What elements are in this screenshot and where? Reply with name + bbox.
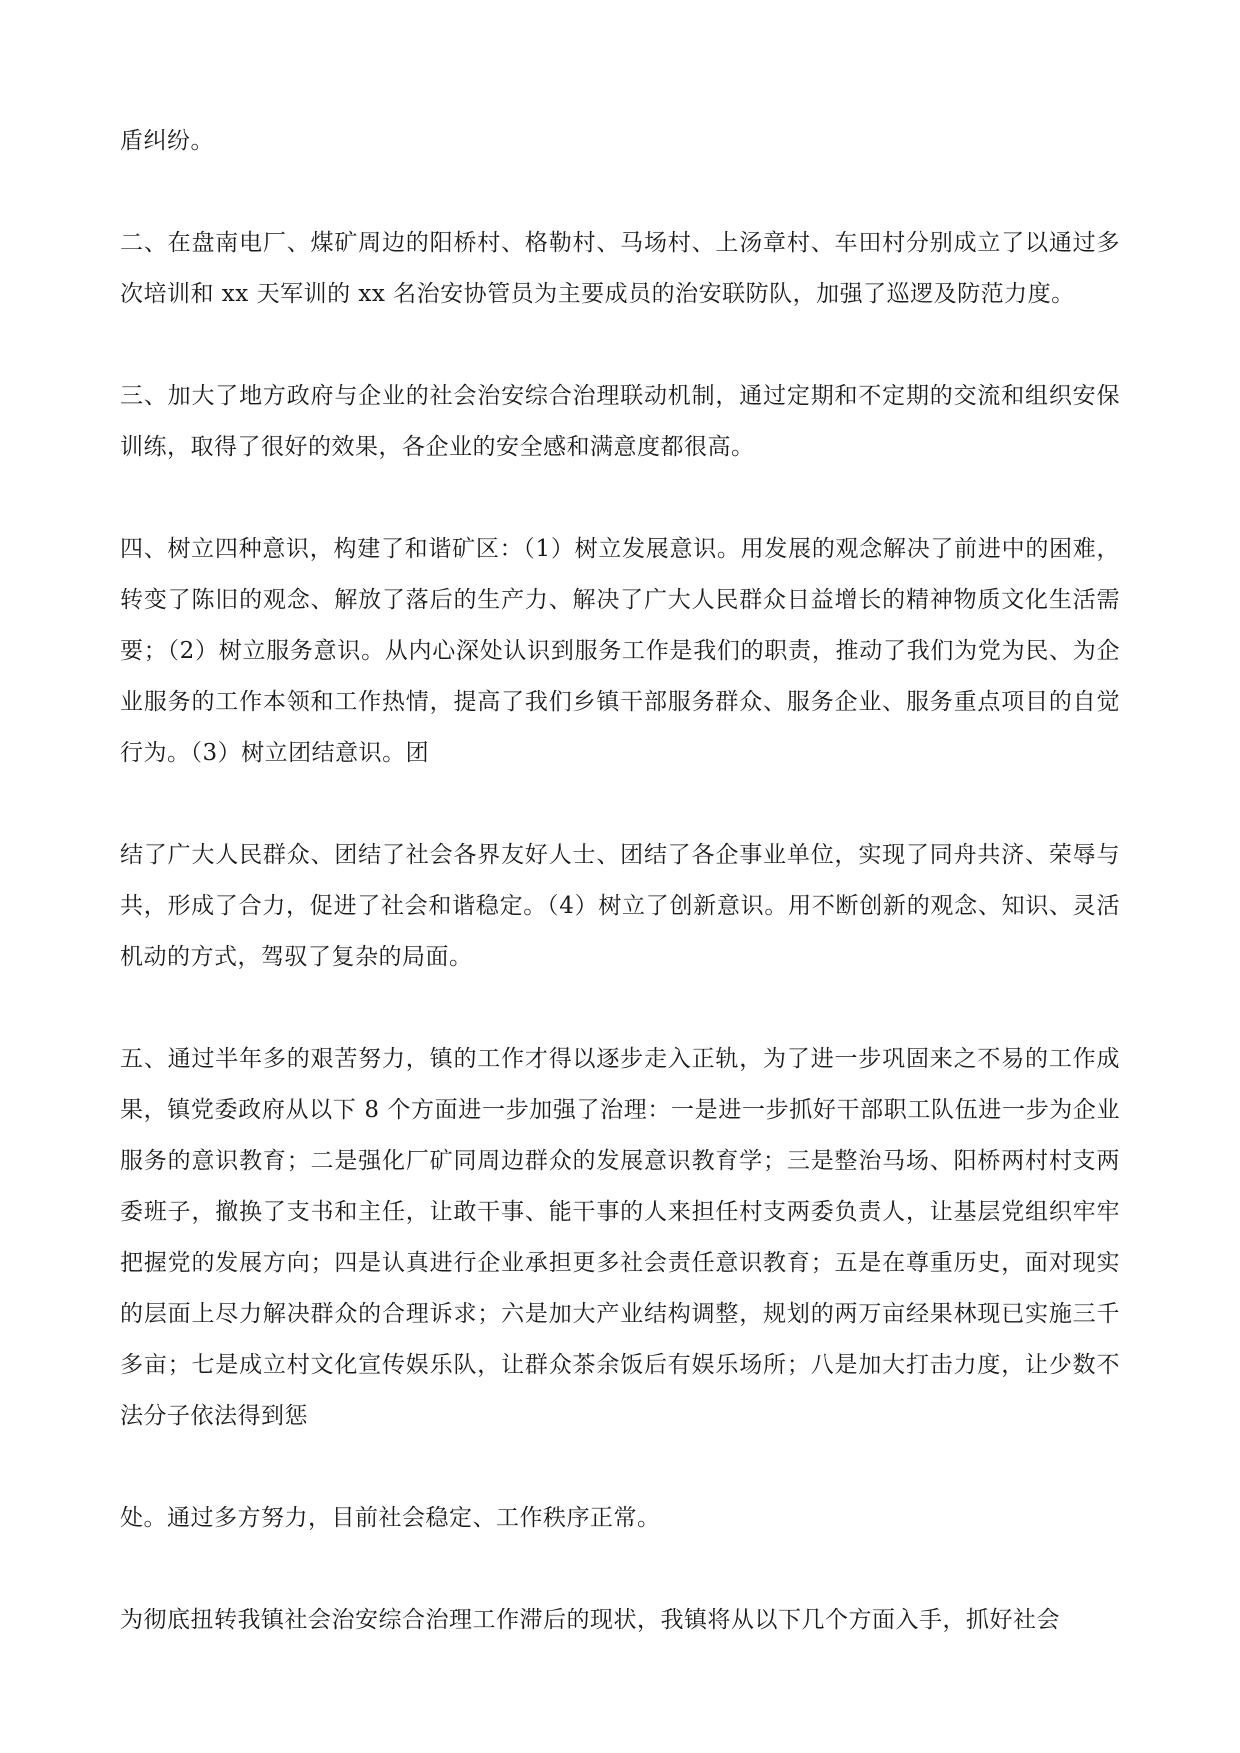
- paragraph: 为彻底扭转我镇社会治安综合治理工作滞后的现状，我镇将从以下几个方面入手，抓好社会: [120, 1607, 1060, 1633]
- paragraph: 五、通过半年多的艰苦努力，镇的工作才得以逐步走入正轨，为了进一步巩固来之不易的工作成果，镇党委政府从以下 8 个方面进一步加强了治理：一是进一步抓好干部职工队伍进一步为企业服务的意识教育；二是强化厂矿同周边群众的发展意识教育学；三是整治马场、阳桥两村村支两委班子，撤换了支书和主任，让敢干事、能干事的人来担任村支两委负责人，让基层党组织牢牢把握党的发展方向；四是认真进行企业承担更多社会责任意识教育；五是在尊重历史，面对现实的层面上尽力解决群众的合理诉求；六是加大产业结构调整，规划的两万亩经果林现已实施三千多亩；七是成立村文化宣传娱乐队，让群众茶余饭后有娱乐场所；八是加大打击力度，让少数不法分子依法得到惩: [120, 1046, 1120, 1429]
- document-body: [120, 116, 1120, 1646]
- paragraph: 盾纠纷。: [120, 128, 214, 154]
- paragraph: 三、加大了地方政府与企业的社会治安综合治理联动机制，通过定期和不定期的交流和组织安保训练，取得了很好的效果，各企业的安全感和满意度都很高。: [120, 383, 1120, 460]
- paragraph: 四、树立四种意识，构建了和谐矿区：（1）树立发展意识。用发展的观念解决了前进中的困难，转变了陈旧的观念、解放了落后的生产力、解决了广大人民群众日益增长的精神物质文化生活需要；（2）树立服务意识。从内心深处认识到服务工作是我们的职责，推动了我们为党为民、为企业服务的工作本领和工作热情，提高了我们乡镇干部服务群众、服务企业、服务重点项目的自觉行为。（3）树立团结意识。团: [120, 536, 1120, 766]
- paragraph: 结了广大人民群众、团结了社会各界友好人士、团结了各企事业单位，实现了同舟共济、荣辱与共，形成了合力，促进了社会和谐稳定。（4）树立了创新意识。用不断创新的观念、知识、灵活机动的方式，驾驭了复杂的局面。: [120, 842, 1120, 970]
- paragraph: 处。通过多方努力，目前社会稳定、工作秩序正常。: [120, 1505, 661, 1531]
- paragraph: 二、在盘南电厂、煤矿周边的阳桥村、格勒村、马场村、上汤章村、车田村分别成立了以通过多次培训和 xx 天军训的 xx 名治安协管员为主要成员的治安联防队，加强了巡逻及防范力度。: [120, 230, 1120, 307]
